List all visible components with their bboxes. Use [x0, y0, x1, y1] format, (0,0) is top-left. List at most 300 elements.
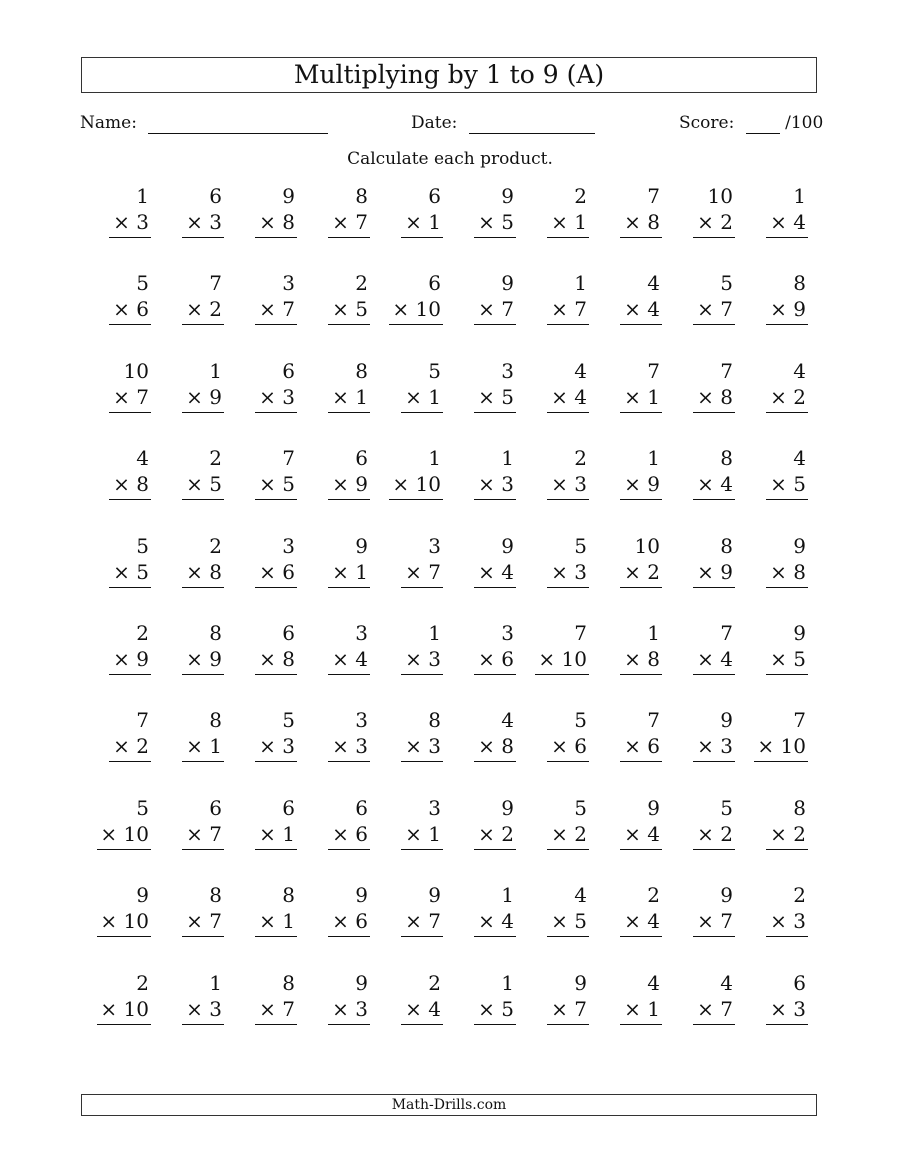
multiplier: × 4 [624, 297, 660, 322]
multiplier: × 3 [697, 734, 733, 759]
multiplicand: 8 [209, 708, 222, 733]
multiplication-problem [224, 796, 297, 883]
multiplication-problem [735, 184, 808, 271]
answer-line [474, 412, 516, 413]
date-field [411, 112, 595, 134]
answer-line [109, 674, 151, 675]
multiplicand: 1 [209, 358, 222, 383]
multiplier: × 9 [624, 472, 660, 497]
multiplication-problem [662, 359, 735, 446]
multiplier: × 3 [405, 646, 441, 671]
multiplier: × 7 [332, 210, 368, 234]
multiplicand: 4 [501, 708, 514, 733]
multiplier: × 10 [100, 996, 149, 1021]
date-blank [469, 115, 595, 134]
multiplication-problem [297, 971, 370, 1058]
answer-line [401, 237, 443, 238]
multiplicand: 8 [209, 883, 222, 908]
multiplicand: 2 [793, 883, 806, 908]
multiplicand: 9 [720, 708, 733, 733]
multiplier: × 4 [770, 210, 806, 234]
answer-line [693, 761, 735, 762]
answer-line [328, 587, 370, 588]
multiplier: × 7 [405, 559, 441, 584]
multiplication-problem [151, 446, 224, 533]
answer-line [255, 412, 297, 413]
multiplier: × 3 [186, 210, 222, 234]
multiplier: × 8 [259, 210, 295, 234]
multiplication-problem [516, 708, 589, 795]
multiplicand: 9 [282, 184, 295, 208]
multiplication-problem [443, 883, 516, 970]
multiplicand: 9 [793, 533, 806, 558]
multiplicand: 5 [574, 533, 587, 558]
problem-grid [78, 184, 818, 1058]
multiplication-problem [151, 184, 224, 271]
name-label: Name: [80, 113, 137, 133]
multiplication-problem [78, 883, 151, 970]
multiplicand: 1 [647, 620, 660, 645]
multiplicand: 9 [428, 883, 441, 908]
multiplier: × 7 [551, 996, 587, 1021]
worksheet-title: Multiplying by 1 to 9 (A) [81, 57, 817, 93]
answer-line [547, 936, 589, 937]
multiplicand: 1 [209, 970, 222, 995]
multiplication-problem [78, 796, 151, 883]
answer-line [328, 761, 370, 762]
multiplicand: 4 [793, 446, 806, 471]
date-label: Date: [411, 113, 458, 133]
multiplication-problem [516, 184, 589, 271]
multiplier: × 7 [259, 297, 295, 322]
multiplier: × 3 [770, 909, 806, 934]
answer-line [182, 412, 224, 413]
multiplier: × 1 [624, 996, 660, 1021]
multiplier: × 4 [697, 646, 733, 671]
answer-line [693, 1024, 735, 1025]
answer-line [766, 499, 808, 500]
answer-line [547, 499, 589, 500]
multiplicand: 2 [209, 533, 222, 558]
answer-line [535, 674, 589, 675]
multiplier: × 2 [770, 821, 806, 846]
answer-line [97, 1024, 151, 1025]
multiplicand: 2 [355, 271, 368, 296]
multiplier: × 10 [100, 821, 149, 846]
multiplicand: 8 [720, 446, 733, 471]
multiplication-problem [151, 271, 224, 358]
multiplication-problem [370, 621, 443, 708]
multiplicand: 6 [209, 795, 222, 820]
multiplication-problem [735, 708, 808, 795]
multiplicand: 2 [647, 883, 660, 908]
multiplier: × 7 [697, 909, 733, 934]
multiplication-problem [516, 359, 589, 446]
answer-line [109, 412, 151, 413]
multiplicand: 2 [136, 620, 149, 645]
footer-credit: Math-Drills.com [81, 1094, 817, 1116]
multiplication-problem [78, 359, 151, 446]
multiplicand: 9 [793, 620, 806, 645]
multiplicand: 7 [720, 358, 733, 383]
multiplier: × 4 [624, 821, 660, 846]
answer-line [547, 587, 589, 588]
multiplicand: 1 [136, 184, 149, 208]
answer-line [547, 237, 589, 238]
answer-line [620, 237, 662, 238]
multiplicand: 1 [793, 184, 806, 208]
multiplier: × 6 [113, 297, 149, 322]
answer-line [693, 324, 735, 325]
multiplier: × 3 [186, 996, 222, 1021]
answer-line [109, 761, 151, 762]
multiplication-problem [224, 971, 297, 1058]
multiplication-problem [370, 359, 443, 446]
multiplication-problem [443, 184, 516, 271]
multiplier: × 5 [478, 384, 514, 409]
name-field [80, 112, 328, 134]
multiplicand: 3 [355, 708, 368, 733]
multiplicand: 3 [428, 795, 441, 820]
multiplicand: 4 [647, 271, 660, 296]
multiplication-problem [151, 883, 224, 970]
answer-line [182, 237, 224, 238]
answer-line [255, 674, 297, 675]
multiplication-problem [516, 971, 589, 1058]
multiplier: × 2 [770, 384, 806, 409]
multiplier: × 6 [478, 646, 514, 671]
multiplicand: 7 [209, 271, 222, 296]
answer-line [766, 1024, 808, 1025]
answer-line [182, 587, 224, 588]
multiplication-problem [662, 708, 735, 795]
multiplicand: 1 [501, 970, 514, 995]
multiplier: × 8 [186, 559, 222, 584]
multiplication-problem [370, 446, 443, 533]
multiplication-problem [78, 621, 151, 708]
answer-line [620, 936, 662, 937]
multiplication-problem [224, 883, 297, 970]
multiplier: × 5 [478, 210, 514, 234]
multiplicand: 1 [501, 883, 514, 908]
multiplication-problem [662, 971, 735, 1058]
answer-line [693, 849, 735, 850]
multiplicand: 8 [282, 883, 295, 908]
multiplier: × 9 [113, 646, 149, 671]
answer-line [255, 499, 297, 500]
multiplicand: 9 [355, 533, 368, 558]
multiplicand: 5 [282, 708, 295, 733]
multiplicand: 2 [428, 970, 441, 995]
answer-line [620, 324, 662, 325]
multiplication-problem [224, 708, 297, 795]
multiplicand: 4 [647, 970, 660, 995]
multiplier: × 6 [624, 734, 660, 759]
multiplicand: 9 [647, 795, 660, 820]
multiplicand: 9 [720, 883, 733, 908]
multiplier: × 7 [697, 297, 733, 322]
answer-line [766, 936, 808, 937]
multiplier: × 9 [186, 384, 222, 409]
multiplicand: 6 [282, 358, 295, 383]
multiplicand: 10 [123, 358, 149, 383]
answer-line [182, 674, 224, 675]
multiplier: × 10 [392, 297, 441, 322]
answer-line [401, 849, 443, 850]
multiplicand: 4 [574, 883, 587, 908]
multiplication-problem [589, 271, 662, 358]
multiplier: × 7 [697, 996, 733, 1021]
multiplicand: 4 [136, 446, 149, 471]
answer-line [109, 237, 151, 238]
answer-line [766, 849, 808, 850]
answer-line [766, 237, 808, 238]
multiplicand: 10 [707, 184, 733, 208]
answer-line [474, 761, 516, 762]
multiplier: × 2 [697, 821, 733, 846]
answer-line [328, 674, 370, 675]
multiplier: × 5 [186, 472, 222, 497]
multiplier: × 10 [392, 472, 441, 497]
answer-line [547, 849, 589, 850]
multiplication-problem [151, 971, 224, 1058]
multiplier: × 3 [259, 384, 295, 409]
multiplicand: 9 [501, 533, 514, 558]
multiplier: × 3 [405, 734, 441, 759]
answer-line [328, 412, 370, 413]
multiplication-problem [443, 796, 516, 883]
multiplier: × 8 [770, 559, 806, 584]
multiplication-problem [224, 184, 297, 271]
multiplication-problem [516, 446, 589, 533]
answer-line [389, 324, 443, 325]
multiplication-problem [297, 359, 370, 446]
multiplication-problem [297, 883, 370, 970]
multiplier: × 4 [478, 909, 514, 934]
answer-line [182, 324, 224, 325]
answer-line [620, 412, 662, 413]
multiplication-problem [443, 621, 516, 708]
multiplicand: 2 [574, 184, 587, 208]
multiplication-problem [516, 534, 589, 621]
answer-line [547, 1024, 589, 1025]
multiplier: × 6 [259, 559, 295, 584]
multiplier: × 2 [186, 297, 222, 322]
multiplier: × 1 [332, 559, 368, 584]
multiplier: × 9 [186, 646, 222, 671]
multiplication-problem [151, 708, 224, 795]
multiplicand: 2 [136, 970, 149, 995]
answer-line [620, 674, 662, 675]
multiplication-problem [78, 184, 151, 271]
multiplication-problem [78, 708, 151, 795]
multiplication-problem [735, 271, 808, 358]
multiplication-problem [735, 621, 808, 708]
multiplicand: 9 [355, 970, 368, 995]
answer-line [97, 849, 151, 850]
multiplication-problem [735, 534, 808, 621]
multiplier: × 7 [259, 996, 295, 1021]
multiplier: × 10 [538, 646, 587, 671]
answer-line [401, 761, 443, 762]
multiplication-problem [589, 359, 662, 446]
multiplier: × 8 [624, 646, 660, 671]
multiplier: × 7 [186, 909, 222, 934]
multiplicand: 6 [282, 620, 295, 645]
answer-line [255, 761, 297, 762]
multiplication-problem [297, 184, 370, 271]
multiplier: × 6 [551, 734, 587, 759]
multiplier: × 1 [624, 384, 660, 409]
multiplication-problem [297, 621, 370, 708]
answer-line [547, 761, 589, 762]
multiplicand: 1 [428, 446, 441, 471]
multiplication-problem [589, 883, 662, 970]
multiplicand: 3 [282, 533, 295, 558]
multiplier: × 5 [770, 646, 806, 671]
answer-line [182, 1024, 224, 1025]
multiplicand: 7 [793, 708, 806, 733]
multiplication-problem [78, 271, 151, 358]
multiplier: × 10 [757, 734, 806, 759]
answer-line [401, 587, 443, 588]
multiplier: × 5 [551, 909, 587, 934]
multiplication-problem [370, 708, 443, 795]
multiplier: × 1 [405, 821, 441, 846]
multiplier: × 9 [332, 472, 368, 497]
multiplicand: 8 [355, 358, 368, 383]
multiplication-problem [516, 621, 589, 708]
answer-line [182, 761, 224, 762]
multiplication-problem [224, 271, 297, 358]
answer-line [328, 849, 370, 850]
multiplication-problem [662, 446, 735, 533]
answer-line [182, 936, 224, 937]
multiplier: × 1 [259, 821, 295, 846]
multiplier: × 1 [332, 384, 368, 409]
answer-line [693, 237, 735, 238]
multiplier: × 2 [113, 734, 149, 759]
multiplicand: 9 [355, 883, 368, 908]
multiplication-problem [370, 534, 443, 621]
multiplicand: 3 [282, 271, 295, 296]
multiplicand: 8 [428, 708, 441, 733]
multiplication-problem [735, 446, 808, 533]
answer-line [754, 761, 808, 762]
multiplier: × 4 [405, 996, 441, 1021]
multiplication-problem [516, 271, 589, 358]
answer-line [620, 1024, 662, 1025]
multiplier: × 4 [697, 472, 733, 497]
multiplier: × 4 [332, 646, 368, 671]
multiplier: × 4 [478, 559, 514, 584]
multiplication-problem [297, 271, 370, 358]
multiplier: × 1 [259, 909, 295, 934]
multiplication-problem [589, 184, 662, 271]
answer-line [255, 237, 297, 238]
multiplicand: 9 [501, 795, 514, 820]
multiplicand: 5 [574, 708, 587, 733]
multiplicand: 1 [501, 446, 514, 471]
multiplier: × 3 [332, 734, 368, 759]
multiplication-problem [589, 796, 662, 883]
answer-line [328, 237, 370, 238]
answer-line [328, 499, 370, 500]
multiplication-problem [589, 708, 662, 795]
answer-line [766, 674, 808, 675]
multiplicand: 8 [209, 620, 222, 645]
multiplier: × 2 [697, 210, 733, 234]
multiplication-problem [370, 883, 443, 970]
multiplier: × 8 [113, 472, 149, 497]
multiplication-problem [297, 708, 370, 795]
multiplicand: 6 [428, 271, 441, 296]
answer-line [547, 412, 589, 413]
multiplicand: 7 [647, 358, 660, 383]
multiplier: × 7 [405, 909, 441, 934]
multiplicand: 6 [355, 446, 368, 471]
multiplier: × 9 [770, 297, 806, 322]
multiplication-problem [78, 446, 151, 533]
multiplier: × 3 [259, 734, 295, 759]
answer-line [328, 324, 370, 325]
answer-line [109, 324, 151, 325]
answer-line [255, 936, 297, 937]
answer-line [620, 587, 662, 588]
multiplicand: 1 [574, 271, 587, 296]
answer-line [766, 324, 808, 325]
multiplier: × 10 [100, 909, 149, 934]
multiplier: × 8 [478, 734, 514, 759]
multiplier: × 7 [551, 297, 587, 322]
answer-line [182, 499, 224, 500]
multiplier: × 6 [332, 821, 368, 846]
multiplier: × 2 [478, 821, 514, 846]
answer-line [474, 1024, 516, 1025]
score-label: Score: [679, 113, 735, 133]
answer-line [109, 587, 151, 588]
multiplier: × 5 [113, 559, 149, 584]
multiplication-problem [662, 883, 735, 970]
answer-line [474, 674, 516, 675]
answer-line [389, 499, 443, 500]
multiplicand: 3 [501, 358, 514, 383]
multiplication-problem [224, 446, 297, 533]
score-blank [746, 115, 780, 134]
multiplicand: 2 [209, 446, 222, 471]
multiplicand: 6 [793, 970, 806, 995]
multiplicand: 6 [282, 795, 295, 820]
multiplication-problem [297, 534, 370, 621]
multiplier: × 1 [186, 734, 222, 759]
multiplier: × 4 [551, 384, 587, 409]
multiplication-problem [370, 271, 443, 358]
multiplicand: 4 [574, 358, 587, 383]
answer-line [255, 1024, 297, 1025]
answer-line [401, 412, 443, 413]
multiplier: × 5 [478, 996, 514, 1021]
multiplication-problem [297, 796, 370, 883]
answer-line [620, 499, 662, 500]
answer-line [620, 849, 662, 850]
multiplication-problem [662, 534, 735, 621]
multiplicand: 4 [720, 970, 733, 995]
multiplication-problem [370, 796, 443, 883]
score-total: /100 [785, 113, 824, 133]
multiplication-problem [224, 621, 297, 708]
multiplier: × 3 [332, 996, 368, 1021]
multiplicand: 9 [501, 184, 514, 208]
